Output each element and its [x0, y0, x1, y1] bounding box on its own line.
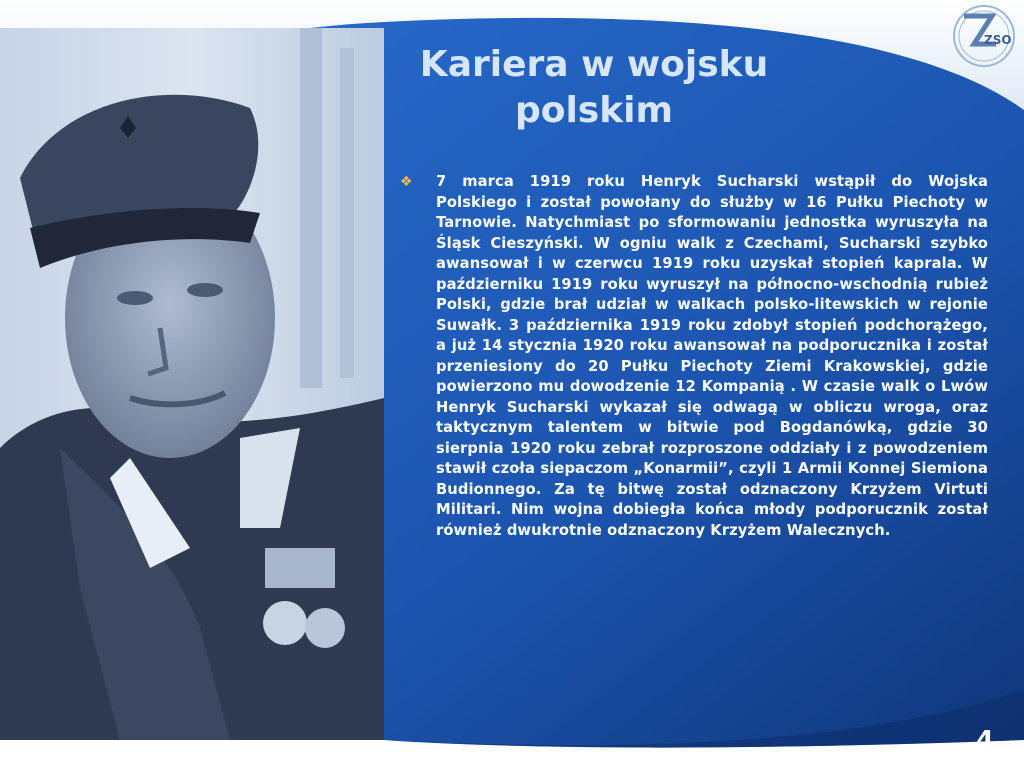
- portrait-photo: [0, 28, 384, 740]
- bullet-paragraph: 7 marca 1919 roku Henryk Sucharski wstąpił do Wojska Polskiego i został powołany do służby w 16 Pułku Piechoty w Tarnowie. Natychmiast po sformowaniu jednostka wyruszyła na Śląsk Cieszyński. W ogniu walk z Czechami, Sucharski szybko awansował i w czerwcu 1919 roku uzyskał stopień kaprala. W październiku 1919 roku wyruszył na północno-wschodnią rubież Polski, gdzie brał udział w walkach polsko-litewskich w rejonie Suwałk. 3 października 1919 roku zdobył stopień podchorążego, a już 14 stycznia 1920 roku awansował na podporucznika i został przeniesiony do 20 Pułku Piechoty Ziemi Krakowskiej, gdzie powierzono mu dowodzenie 12 Kompanią . W czasie walk o Lwów Henryk Sucharski wykazał się odwagą w obliczu wroga, oraz taktycznym talentem w bitwie pod Bogdanówką, gdzie 30 sierpnia 1920 roku zebrał rozproszone oddziały i z powodzeniem stawił czoła siepaczom „Konarmii”, czyli 1 Armii Konnej Siemiona Budionnego. Za tę bitwę został odznaczony Krzyżem Virtuti Militari. Nim wojna dobiegła końca młody podporucznik został również dwukrotnie odznaczony Krzyżem Walecznych.: [436, 173, 988, 539]
- content-body: [398, 172, 988, 541]
- school-logo-icon: [938, 2, 1020, 72]
- page-number: 4: [975, 726, 994, 756]
- portrait-photo-icon: [0, 28, 384, 740]
- logo-text: ZSO: [984, 33, 1012, 47]
- slide-title: Kariera w wojsku polskim: [419, 44, 769, 131]
- bullet-diamond-icon: ❖: [400, 174, 413, 190]
- bullet-item: [398, 172, 988, 541]
